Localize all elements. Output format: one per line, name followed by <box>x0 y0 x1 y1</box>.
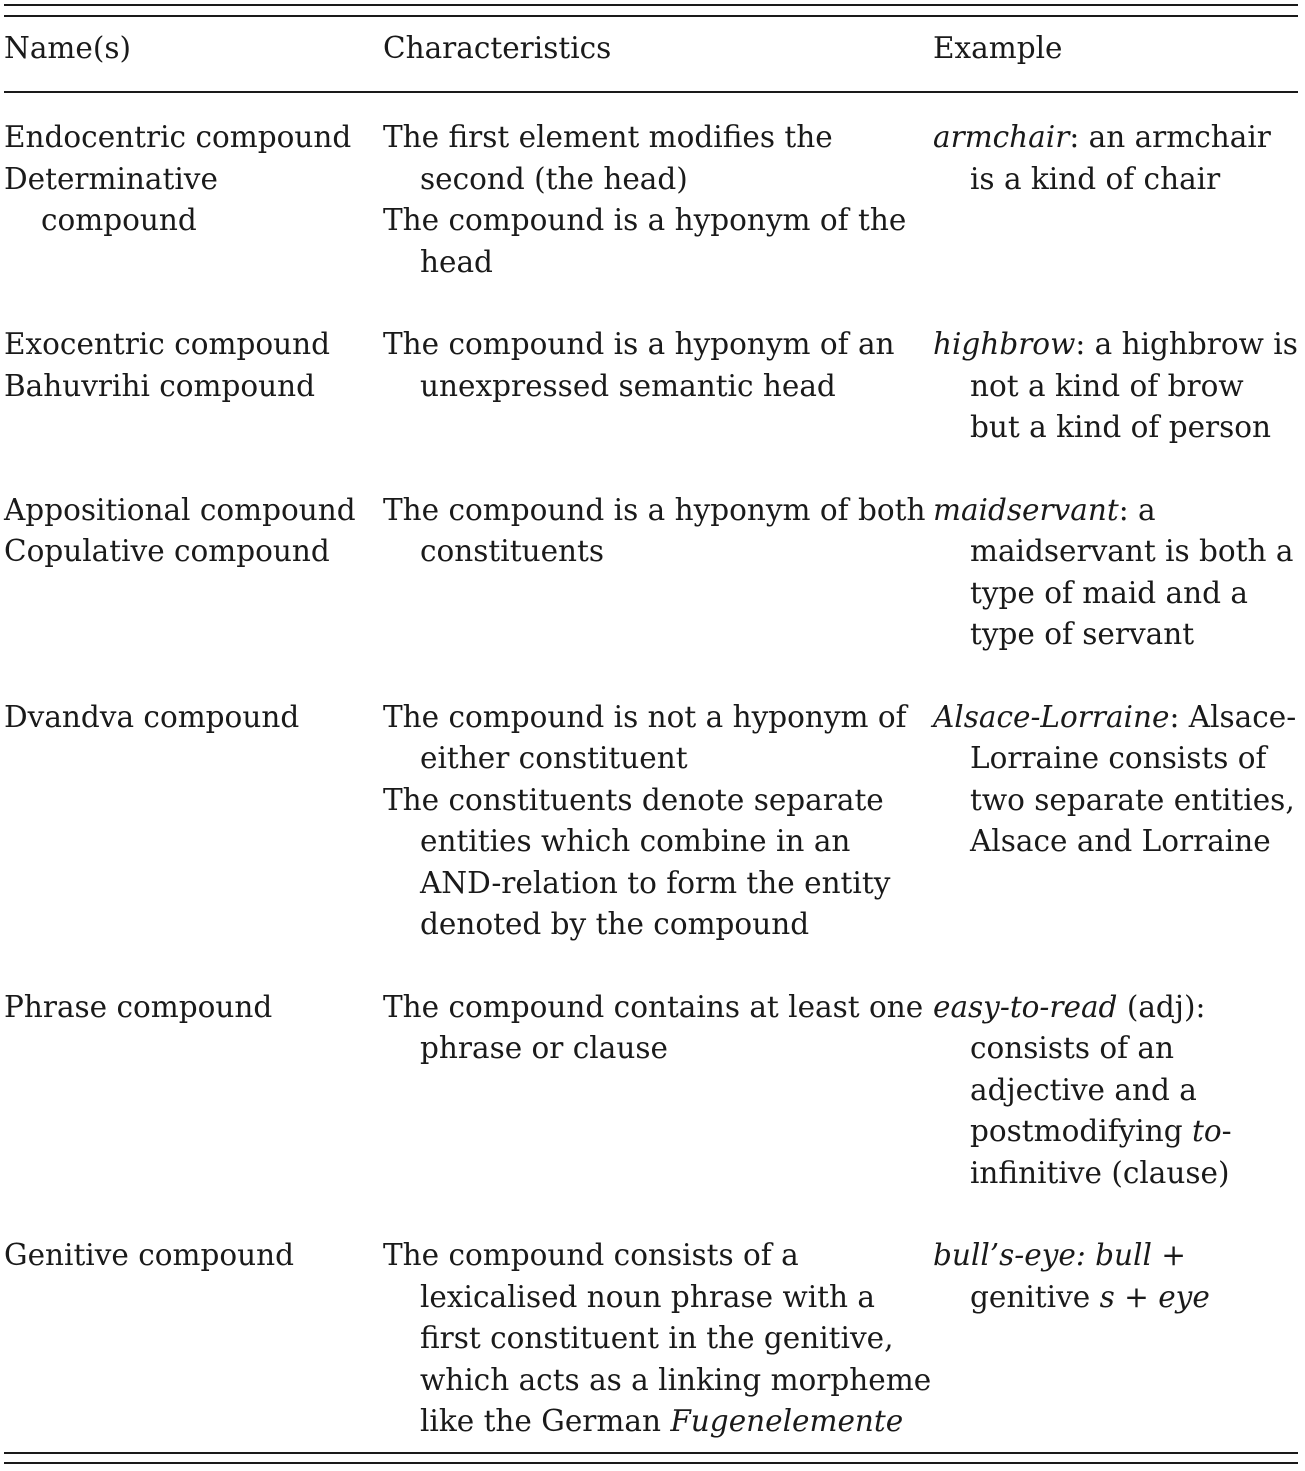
top-rule-outer <box>4 4 1298 6</box>
characteristic: The compound is a hyponym of both constituents <box>383 492 926 568</box>
characteristic: The compound is a hyponym of the head <box>383 203 907 279</box>
names-cell <box>4 324 383 490</box>
compound-name: Phrase compound <box>4 989 273 1024</box>
example-term: eye <box>1158 1279 1210 1314</box>
example-term: highbrow <box>933 327 1076 361</box>
example-text <box>933 1235 1298 1318</box>
header-example: Example <box>933 31 1063 65</box>
example-gloss: : an armchair is a kind of chair <box>970 120 1271 196</box>
example-gloss: : Alsace-Lorraine consists of two separate entities, Alsace and Lorraine <box>970 699 1297 858</box>
example-text <box>933 697 1298 863</box>
table-row <box>4 117 1298 324</box>
compound-name: Exocentric compound <box>4 327 330 361</box>
example-cell <box>933 490 1298 697</box>
names-cell <box>4 987 383 1236</box>
example-text <box>933 117 1298 200</box>
characteristic-text: The compound consists of a lexicalised noun phrase with a first constituent in the genitive, which acts as a linking morpheme like the German <box>383 1238 932 1438</box>
characteristic: The constituents denote separate entities which combine in an AND-relation to form the entity denoted by the compound <box>383 782 891 941</box>
example-gloss: + genitive <box>970 1238 1186 1314</box>
characteristics-cell <box>383 1235 933 1443</box>
characteristics-cell <box>383 697 933 987</box>
example-term: Alsace-Lorraine <box>933 699 1170 734</box>
example-term: to <box>1191 1114 1222 1148</box>
compound-name: Bahuvrihi compound <box>4 368 316 403</box>
example-cell <box>933 697 1298 987</box>
example-term: s <box>1099 1279 1115 1314</box>
bottom-rule-inner <box>4 1452 1298 1454</box>
table-row <box>4 324 1298 490</box>
table-row <box>4 490 1298 697</box>
header-names: Name(s) <box>4 31 131 65</box>
compound-name: Determinative compound <box>4 161 218 237</box>
table-row <box>4 1235 1298 1443</box>
top-rule-inner <box>4 15 1298 17</box>
compound-types-table <box>4 28 1298 1443</box>
example-term: bull’s-eye: bull <box>933 1238 1152 1272</box>
example-gloss: : a highbrow is not a kind of brow but a kind of person <box>970 327 1298 444</box>
characteristics-cell <box>383 987 933 1236</box>
example-gloss: + <box>1114 1279 1159 1314</box>
table-header-row <box>4 28 1298 91</box>
example-text <box>933 987 1298 1195</box>
example-cell <box>933 117 1298 324</box>
example-term: easy-to-read <box>933 989 1118 1024</box>
bottom-rule-outer <box>4 1462 1298 1464</box>
compound-name: Genitive compound <box>4 1238 295 1272</box>
characteristic: The compound contains at least one phrase or clause <box>383 989 924 1065</box>
example-cell <box>933 1235 1298 1443</box>
example-gloss: (adj): consists of an adjective and a postmodifying <box>970 989 1206 1148</box>
characteristic-term: Fugenelemente <box>670 1404 904 1438</box>
characteristics-cell <box>383 490 933 697</box>
characteristic: The compound is a hyponym of an unexpressed semantic head <box>383 327 895 403</box>
names-cell <box>4 697 383 987</box>
characteristic: The first element modifies the second (the head) <box>383 120 833 196</box>
names-cell <box>4 117 383 324</box>
characteristics-cell <box>383 117 933 324</box>
table-row <box>4 987 1298 1236</box>
compound-name: Copulative compound <box>4 534 330 568</box>
table-row <box>4 697 1298 987</box>
example-term: armchair <box>933 120 1070 154</box>
compound-name: Appositional compound <box>4 492 356 527</box>
compound-name: Endocentric compound <box>4 120 352 154</box>
example-cell <box>933 324 1298 490</box>
example-cell <box>933 987 1298 1236</box>
characteristics-cell <box>383 324 933 490</box>
example-gloss: -infinitive (clause) <box>970 1114 1232 1190</box>
example-gloss: : a maidservant is both a type of maid and a type of servant <box>970 492 1294 651</box>
example-term: maidservant <box>933 492 1119 527</box>
characteristic: The compound is not a hyponym of either constituent <box>383 699 907 775</box>
characteristic <box>383 1235 933 1443</box>
names-cell <box>4 490 383 697</box>
names-cell <box>4 1235 383 1443</box>
compound-name: Dvandva compound <box>4 699 300 734</box>
example-text <box>933 490 1298 656</box>
example-text <box>933 324 1298 449</box>
header-characteristics: Characteristics <box>383 31 612 65</box>
